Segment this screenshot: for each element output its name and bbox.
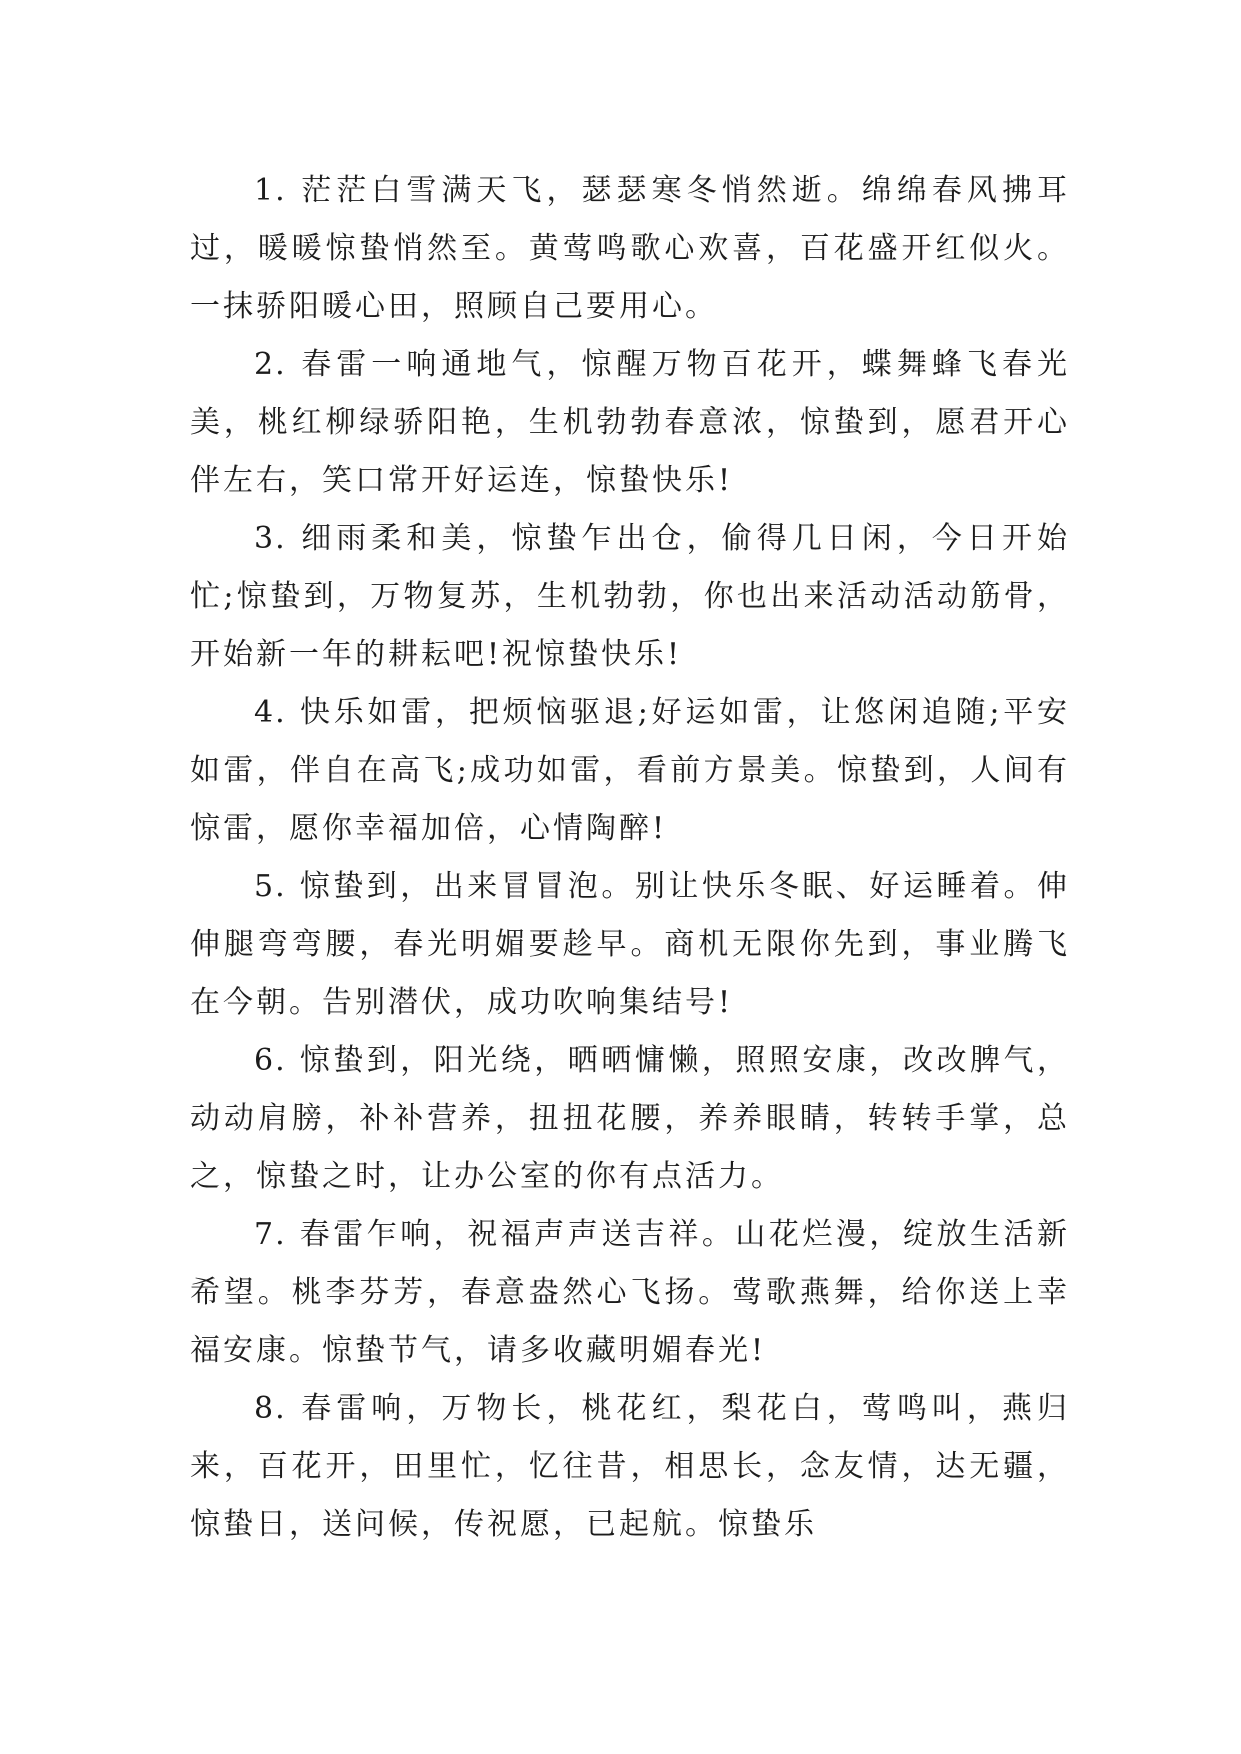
paragraph-4	[190, 684, 1070, 858]
paragraph-text: 茫茫白雪满天飞，瑟瑟寒冬悄然逝。绵绵春风拂耳过，暖暖惊蛰悄然至。黄莺鸣歌心欢喜，百花盛开红似火。一抹骄阳暖心田，照顾自己要用心。	[190, 173, 1070, 324]
paragraph-number: 5.	[254, 869, 287, 904]
paragraph-text: 细雨柔和美，惊蛰乍出仓，偷得几日闲，今日开始忙;惊蛰到，万物复苏，生机勃勃，你也出来活动活动筋骨，开始新一年的耕耘吧!祝惊蛰快乐!	[190, 521, 1070, 672]
paragraph-number: 1.	[254, 173, 287, 208]
paragraph-6	[190, 1032, 1070, 1206]
paragraph-number: 8.	[254, 1391, 287, 1426]
paragraph-number: 2.	[254, 347, 287, 382]
paragraph-text: 快乐如雷，把烦恼驱退;好运如雷，让悠闲追随;平安如雷，伴自在高飞;成功如雷，看前方景美。惊蛰到，人间有惊雷，愿你幸福加倍，心情陶醉!	[190, 695, 1070, 846]
paragraph-number: 3.	[254, 521, 287, 556]
paragraph-3	[190, 510, 1070, 684]
paragraph-2	[190, 336, 1070, 510]
paragraph-text: 春雷乍响，祝福声声送吉祥。山花烂漫，绽放生活新希望。桃李芬芳，春意盎然心飞扬。莺歌燕舞，给你送上幸福安康。惊蛰节气，请多收藏明媚春光!	[190, 1217, 1071, 1368]
paragraph-text: 春雷一响通地气，惊醒万物百花开，蝶舞蜂飞春光美，桃红柳绿骄阳艳，生机勃勃春意浓，惊蛰到，愿君开心伴左右，笑口常开好运连，惊蛰快乐!	[190, 347, 1070, 498]
paragraph-text: 惊蛰到，阳光绕，晒晒慵懒，照照安康，改改脾气，动动肩膀，补补营养，扭扭花腰，养养眼睛，转转手掌，总之，惊蛰之时，让办公室的你有点活力。	[190, 1043, 1071, 1194]
paragraph-5	[190, 858, 1070, 1032]
paragraph-number: 4.	[254, 695, 287, 730]
paragraph-number: 6.	[254, 1043, 287, 1078]
paragraph-1	[190, 162, 1070, 336]
paragraph-8	[190, 1380, 1070, 1554]
paragraph-number: 7.	[254, 1217, 287, 1252]
paragraph-text: 春雷响，万物长，桃花红，梨花白，莺鸣叫，燕归来，百花开，田里忙，忆往昔，相思长，念友情，达无疆，惊蛰日，送问候，传祝愿，已起航。惊蛰乐	[190, 1391, 1070, 1542]
paragraph-text: 惊蛰到，出来冒冒泡。别让快乐冬眠、好运睡着。伸伸腿弯弯腰，春光明媚要趁早。商机无限你先到，事业腾飞在今朝。告别潜伏，成功吹响集结号!	[190, 869, 1071, 1020]
paragraph-7	[190, 1206, 1070, 1380]
document-body	[190, 162, 1070, 1554]
